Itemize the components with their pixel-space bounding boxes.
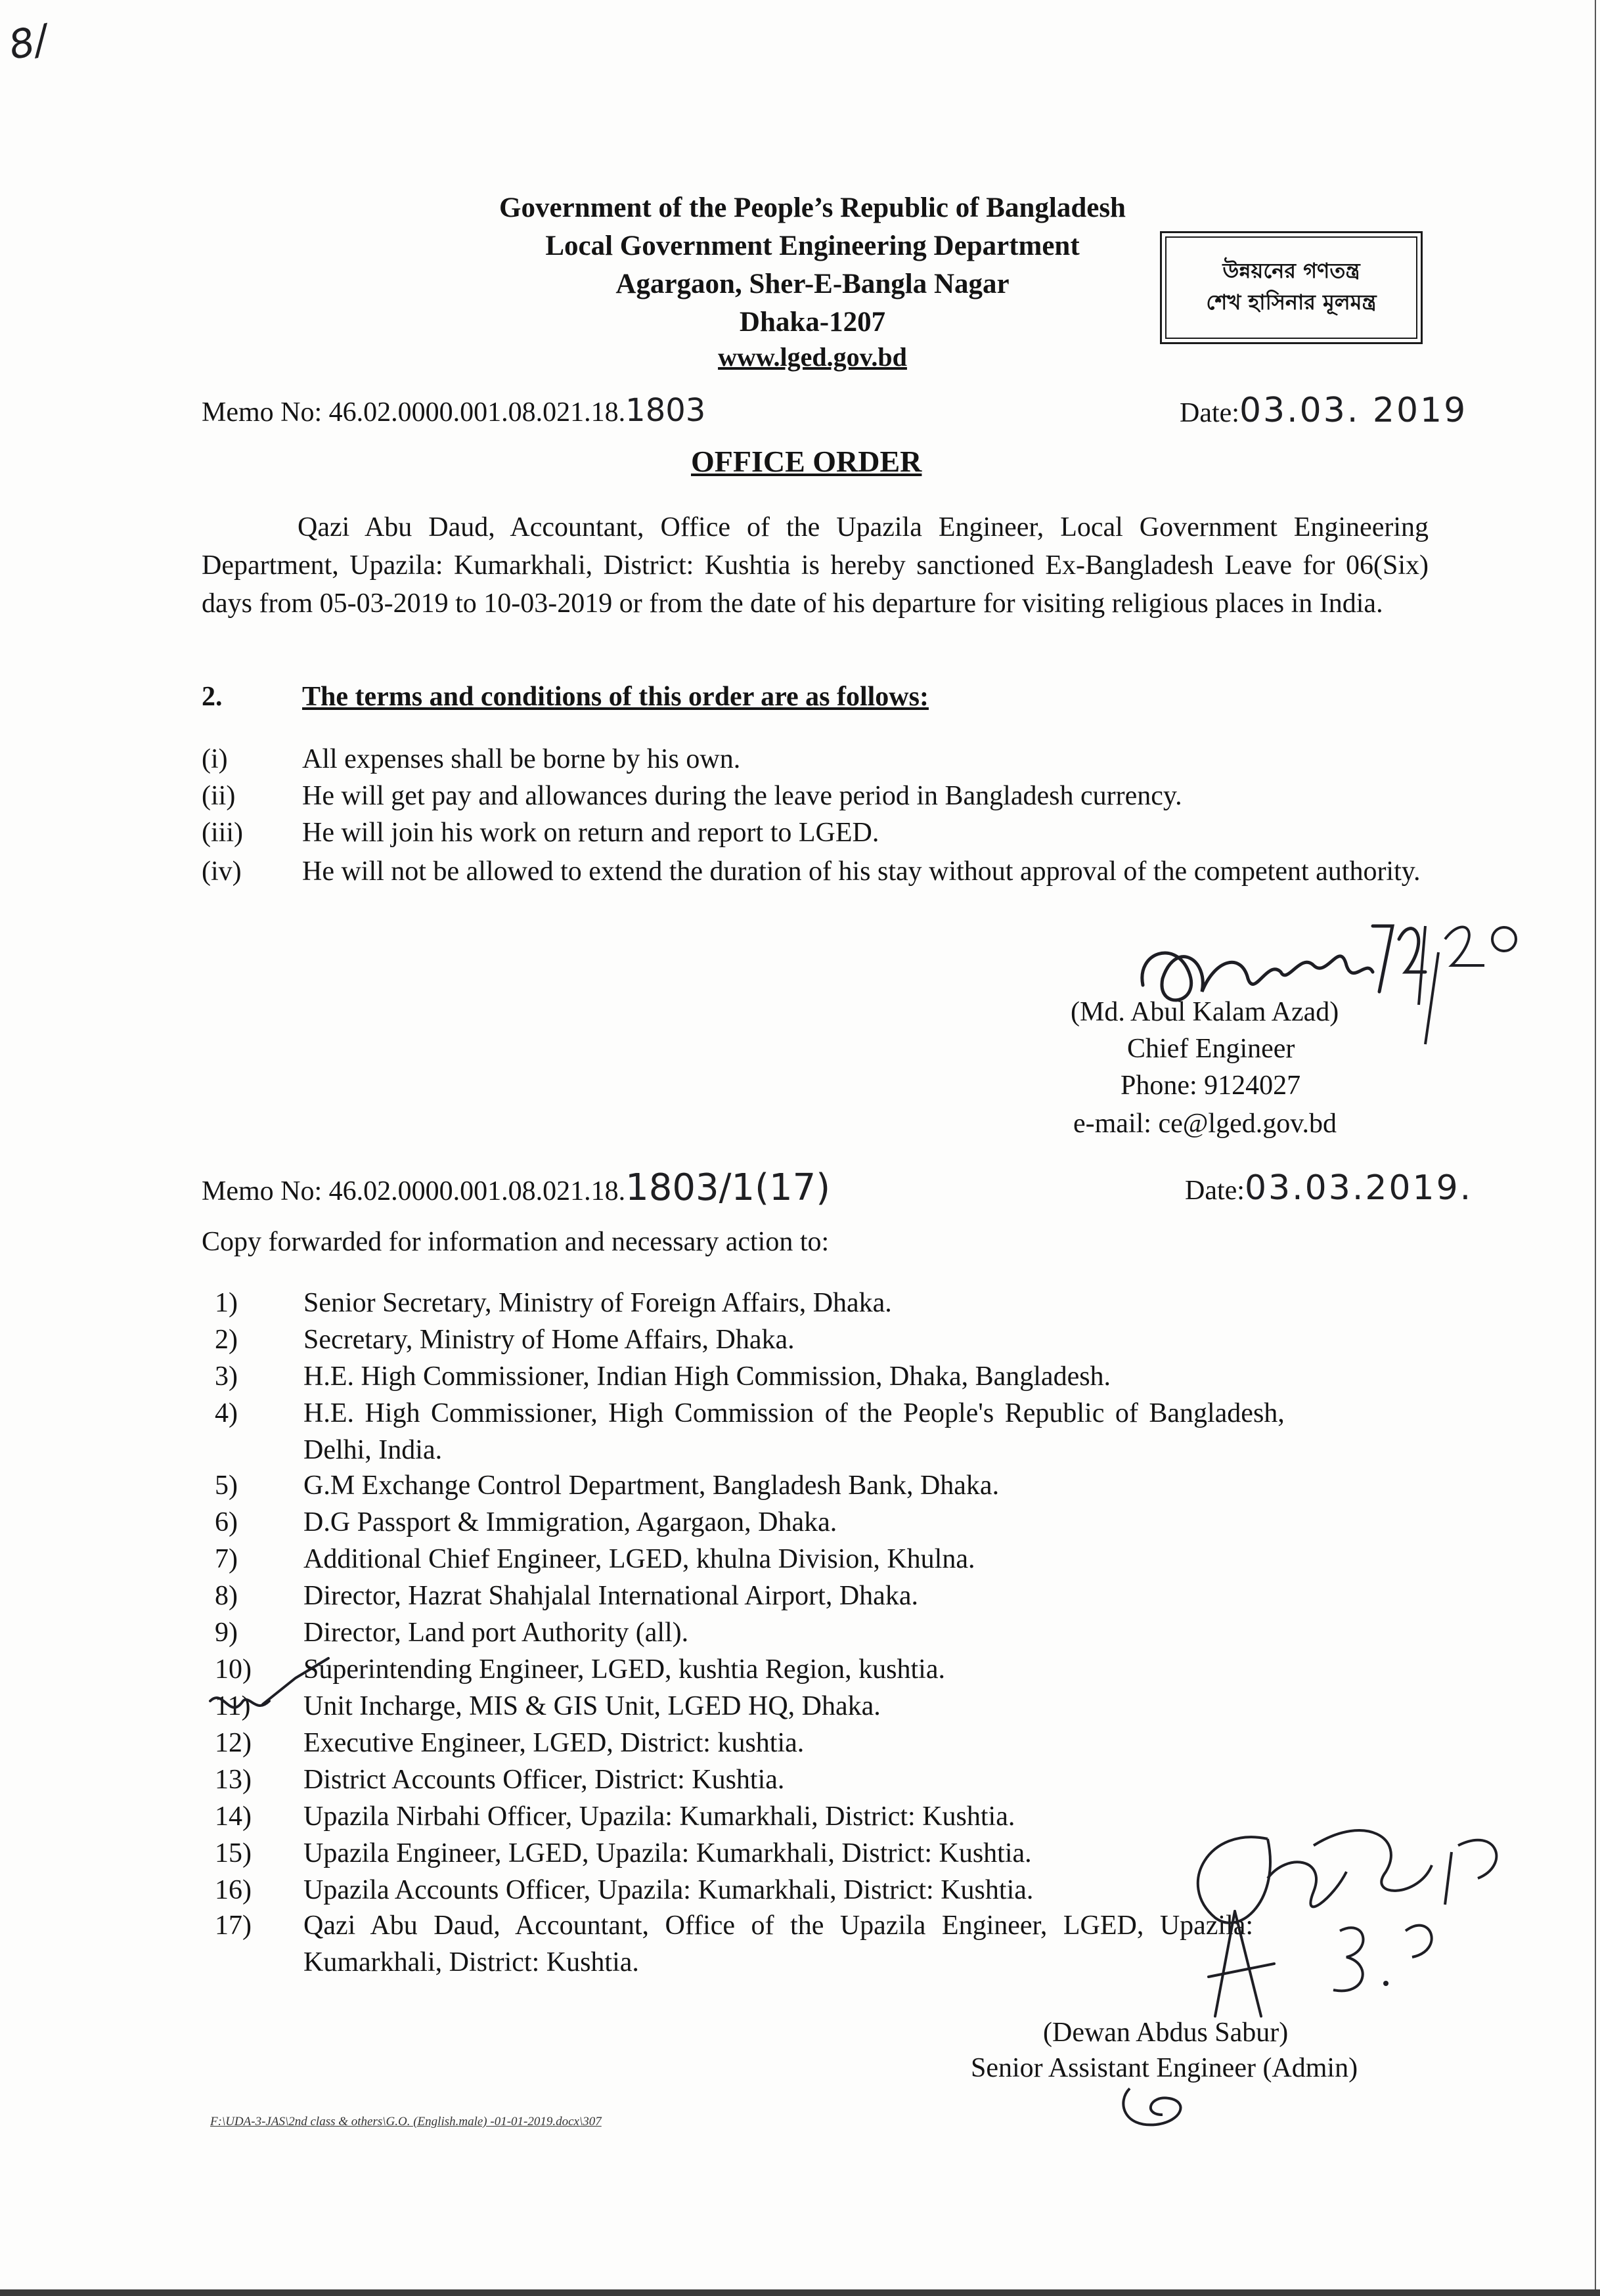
recipient-text: Director, Land port Authority (all). [303, 1618, 689, 1648]
motto-line-1: উন্নয়নের গণতন্ত্র [1222, 258, 1360, 283]
scan-bottom-edge [0, 2289, 1600, 2296]
header-department: Local Government Engineering Department [545, 231, 1080, 261]
copy-memo-number-line [202, 1166, 831, 1210]
condition-text: He will join his work on return and report to LGED. [302, 818, 879, 848]
recipient-text: Unit Incharge, MIS & GIS Unit, LGED HQ, Dhaka. [303, 1691, 881, 1721]
footer-file-path: F:\UDA-3-JAS\2nd class & others\G.O. (English.male) -01-01-2019.docx\307 [210, 2115, 602, 2129]
copy-memo-handwritten-date: 03.03.2019. [1244, 1168, 1473, 1208]
tick-mark [204, 1681, 282, 1734]
condition-number: (iii) [202, 818, 243, 848]
memo-number-label: Memo No: 46.02.0000.001.08.021.18. [202, 397, 626, 428]
recipient-number: 14) [215, 1801, 252, 1832]
section-number: 2. [202, 682, 223, 712]
condition-number: (i) [202, 744, 228, 774]
recipient-text: Upazila Engineer, LGED, Upazila: Kumarkhali, District: Kushtia. [303, 1838, 1032, 1868]
recipient-text: D.G Passport & Immigration, Agargaon, Dhaka. [303, 1507, 837, 1537]
motto-box [1160, 231, 1423, 344]
motto-line-2: শেখ হাসিনার মূলমন্ত্র [1206, 290, 1377, 315]
header-city: Dhaka-1207 [739, 307, 886, 338]
chief-engineer-title: Chief Engineer [1127, 1034, 1295, 1064]
copy-forwarded-intro: Copy forwarded for information and necessary action to: [202, 1227, 830, 1257]
chief-engineer-email[interactable]: e-mail: ce@lged.gov.bd [1073, 1109, 1337, 1139]
recipient-text: Director, Hazrat Shahjalal International Airport, Dhaka. [303, 1581, 918, 1611]
recipient-number: 11) [215, 1691, 251, 1721]
recipient-text: Upazila Accounts Officer, Upazila: Kumarkhali, District: Kushtia. [303, 1875, 1034, 1905]
header-website-link[interactable]: www.lged.gov.bd [718, 342, 907, 372]
marginal-annotation: 8/ [5, 16, 53, 70]
recipient-number: 16) [215, 1875, 252, 1905]
recipient-number: 7) [215, 1544, 238, 1574]
header-government: Government of the People’s Republic of Bangladesh [499, 192, 1126, 223]
recipient-number: 12) [215, 1728, 252, 1758]
recipient-text: H.E. High Commissioner, High Commission of the People's Republic of Bangladesh, [303, 1398, 1285, 1428]
condition-text: He will not be allowed to extend the duration of his stay without approval of the competent authority. [302, 856, 1421, 887]
senior-engineer-title: Senior Assistant Engineer (Admin) [971, 2053, 1358, 2083]
recipient-number: 2) [215, 1325, 238, 1355]
recipient-number: 4) [215, 1398, 238, 1428]
condition-text: All expenses shall be borne by his own. [302, 744, 741, 774]
recipient-text: Secretary, Ministry of Home Affairs, Dhaka. [303, 1325, 795, 1355]
section-heading: The terms and conditions of this order are as follows: [302, 682, 929, 712]
copy-memo-date-label: Date: [1185, 1176, 1245, 1206]
scan-edge-line [1595, 0, 1596, 2296]
memo-handwritten-number: 1803 [625, 392, 706, 429]
recipient-text: G.M Exchange Control Department, Bangladesh Bank, Dhaka. [303, 1470, 1000, 1501]
recipient-number: 17) [215, 1910, 252, 1941]
recipient-text: Superintending Engineer, LGED, kushtia Region, kushtia. [303, 1654, 945, 1685]
recipient-text: Additional Chief Engineer, LGED, khulna Division, Khulna. [303, 1544, 975, 1574]
motto-inner-border [1165, 236, 1417, 339]
recipient-text: Upazila Nirbahi Officer, Upazila: Kumarkhali, District: Kushtia. [303, 1801, 1015, 1832]
copy-memo-handwritten-number: 1803/1(17) [625, 1166, 831, 1209]
copy-memo-date-line [1185, 1169, 1473, 1210]
senior-engineer-name: (Dewan Abdus Sabur) [1043, 2018, 1289, 2048]
recipient-text: Delhi, India. [303, 1435, 443, 1465]
office-order-title: OFFICE ORDER [691, 445, 922, 478]
chief-engineer-phone: Phone: 9124027 [1121, 1071, 1301, 1101]
memo-handwritten-date: 03.03. 2019 [1239, 391, 1468, 430]
recipient-number: 3) [215, 1361, 238, 1392]
recipient-number: 8) [215, 1581, 238, 1611]
recipient-text: Executive Engineer, LGED, District: kushtia. [303, 1728, 805, 1758]
chief-engineer-name: (Md. Abul Kalam Azad) [1071, 997, 1339, 1027]
condition-item [202, 852, 1430, 891]
initials-mark [1110, 2069, 1195, 2134]
recipient-number: 5) [215, 1470, 238, 1501]
condition-number: (iv) [202, 856, 242, 887]
recipient-text: Kumarkhali, District: Kushtia. [303, 1947, 639, 1977]
memo-date-line [1180, 391, 1467, 432]
office-order-paragraph: Qazi Abu Daud, Accountant, Office of the Upazila Engineer, Local Government Engineering Department, Upazila: Kumarkhali, District: Kushtia is hereby sanctioned Ex-Bangladesh Leave for 06(Six) days from 05-03-2019 to 10-03-2019 or from the date of his departure for visiting religious places in India. [202, 512, 1429, 619]
recipient-number: 13) [215, 1765, 252, 1795]
recipient-number: 6) [215, 1507, 238, 1537]
copy-memo-number-label: Memo No: 46.02.0000.001.08.021.18. [202, 1176, 626, 1206]
recipient-number: 15) [215, 1838, 252, 1868]
recipient-text: Senior Secretary, Ministry of Foreign Affairs, Dhaka. [303, 1288, 892, 1318]
senior-engineer-signature [1169, 1799, 1537, 2036]
header-address: Agargaon, Sher-E-Bangla Nagar [615, 269, 1010, 299]
condition-number: (ii) [202, 781, 236, 811]
recipient-text: H.E. High Commissioner, Indian High Commission, Dhaka, Bangladesh. [303, 1361, 1111, 1392]
condition-text: He will get pay and allowances during the leave period in Bangladesh currency. [302, 781, 1182, 811]
recipient-text: Qazi Abu Daud, Accountant, Office of the Upazila Engineer, LGED, Upazila: [303, 1910, 1254, 1941]
memo-number-line [202, 391, 705, 431]
recipient-number: 1) [215, 1288, 238, 1318]
memo-date-label: Date: [1180, 398, 1239, 428]
recipient-number: 9) [215, 1618, 238, 1648]
recipient-number: 10) [215, 1654, 252, 1685]
recipient-text: District Accounts Officer, District: Kushtia. [303, 1765, 785, 1795]
